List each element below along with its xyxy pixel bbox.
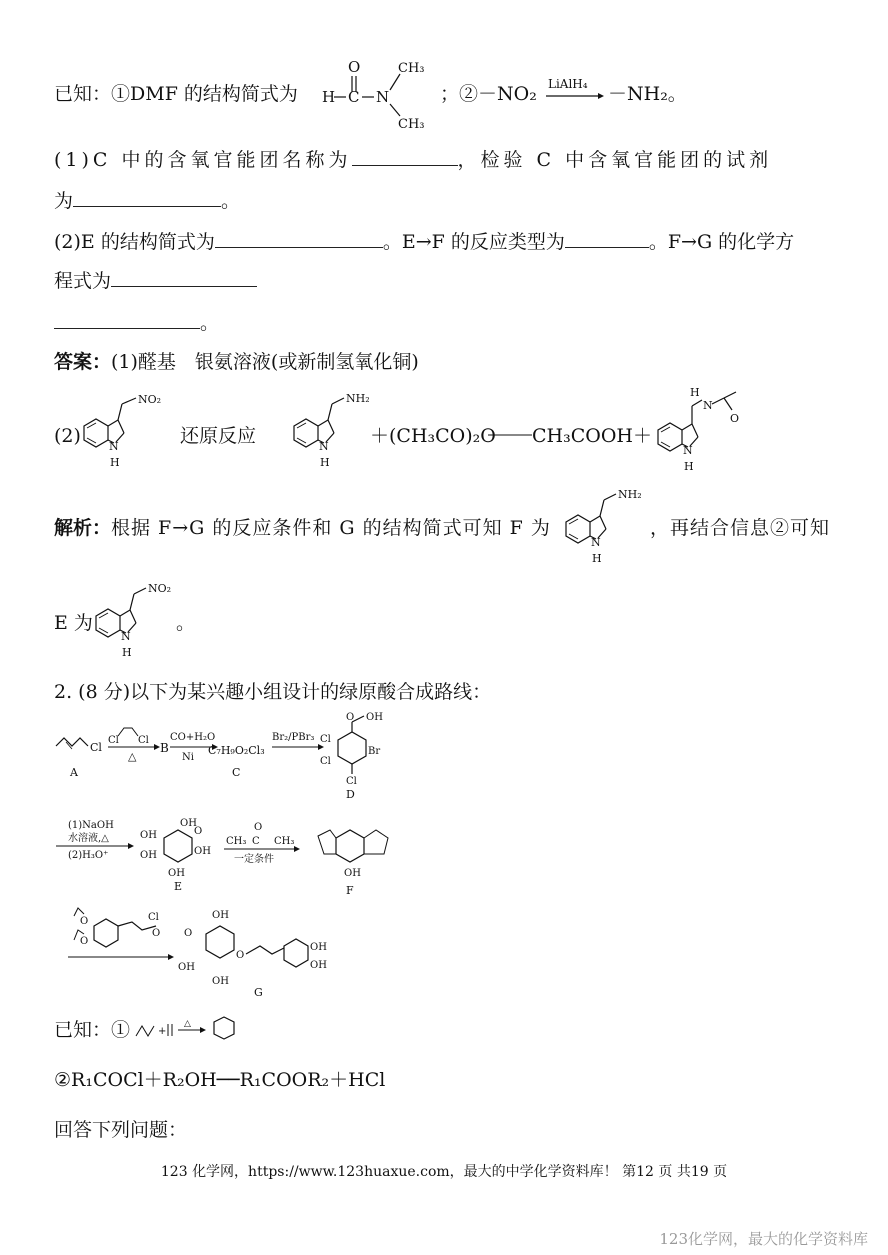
prompt-text: 回答下列问题： <box>54 1119 188 1141</box>
indole-nitro-structure <box>76 388 166 468</box>
cond-bottom: 一定条件 <box>234 854 274 865</box>
label-e: E <box>174 880 183 893</box>
analysis-e-no2: NO₂ <box>148 582 172 595</box>
amide-h: H <box>690 386 700 399</box>
arrow2-co-h2o: CO+H₂O <box>170 732 216 743</box>
indole-amide-structure <box>650 384 760 476</box>
d-br: Br <box>368 746 381 757</box>
known-1-nitro: ；②－NO₂ <box>440 83 537 105</box>
analysis-text2: ，再结合信息②可知 <box>650 517 831 539</box>
label-d: D <box>346 788 355 801</box>
r3-cl: Cl <box>148 912 159 923</box>
q1-text-a: (1)C 中的含氧官能团名称为 <box>54 149 352 171</box>
a-cl: Cl <box>90 741 102 754</box>
q1-text-d: 。 <box>221 190 241 212</box>
f-oh: OH <box>344 868 361 879</box>
q2-line1 <box>54 229 794 254</box>
analysis-text3: E 为 <box>54 612 93 634</box>
dmf-n: N <box>376 88 390 106</box>
q2-blank-3[interactable] <box>111 268 257 287</box>
d-cl-1: Cl <box>320 734 331 745</box>
c-formula: C₇H₉O₂Cl₃ <box>208 744 265 757</box>
g-o-right: O <box>236 950 245 961</box>
q2-blank-1[interactable] <box>215 229 383 248</box>
analysis-nh2: NH₂ <box>618 488 642 501</box>
lialh4-reagent: LiAlH₄ <box>548 77 588 91</box>
arrow1-cl-left: Cl <box>108 735 119 746</box>
analysis-text4: 。 <box>176 612 196 634</box>
indole-amine-structure <box>286 388 376 468</box>
page-footer: 123 化学网，https://www.123huaxue.com，最大的中学化学资料库！ 第12 页 共19 页 <box>160 1164 728 1180</box>
answer-nh2: NH₂ <box>346 392 370 405</box>
answer-part1: (1)醛基 银氨溶液(或新制氢氧化铜) <box>111 351 419 373</box>
dmf-h: H <box>322 88 336 106</box>
q1-line2 <box>54 188 240 213</box>
r3-o-2: O <box>80 936 89 947</box>
answer-n1: N <box>109 440 119 453</box>
acetone-c: C <box>252 836 260 847</box>
known-2-rule: ②R₁COCl＋R₂OH──R₁COOR₂＋HCl <box>54 1069 386 1091</box>
problem2-title: 2. (8 分)以下为某兴趣小组设计的绿原酸合成路线： <box>54 681 492 703</box>
q2-text-e: 。 <box>200 312 220 334</box>
answer-eq-products: CH₃COOH＋ <box>532 425 652 447</box>
synthesis-row-3 <box>54 900 354 1000</box>
label-b: B <box>160 741 169 755</box>
e-o-top: O <box>194 826 203 837</box>
arrow1-delta: △ <box>128 750 137 763</box>
d-o: O <box>346 712 355 723</box>
e-oh-left2: OH <box>140 850 157 861</box>
amide-n-ring: N <box>683 444 693 457</box>
known-2-prefix: 已知：① <box>54 1019 131 1041</box>
d-cl-3: Cl <box>346 776 357 787</box>
d-cl-2: Cl <box>320 756 331 767</box>
answer-eq-arrow <box>488 430 536 440</box>
amide-n: N <box>703 399 713 412</box>
q2-text-a: (2)E 的结构简式为 <box>54 231 215 253</box>
q2-text-c: 。F→G 的化学方 <box>648 231 795 253</box>
diels-alder-scheme <box>134 1014 254 1044</box>
da-plus: + <box>158 1026 167 1037</box>
q2-blank-2[interactable] <box>565 229 649 248</box>
arrow2-ni: Ni <box>182 752 194 763</box>
da-delta: △ <box>184 1019 191 1029</box>
analysis-e-n: N <box>121 630 131 643</box>
watermark: 123化学网，最大的化学资料库 <box>659 1230 868 1248</box>
dmf-ch3-top: CH₃ <box>398 61 425 76</box>
q1-text-c: 为 <box>54 190 74 212</box>
r3-o-1: O <box>80 916 89 927</box>
analysis-f-structure <box>558 484 648 564</box>
arrow1-cl-right: Cl <box>138 735 149 746</box>
known-1-result: －NH₂。 <box>608 83 687 105</box>
acetone-left: CH₃ <box>226 836 247 847</box>
g-o-left: O <box>184 928 193 939</box>
g-oh-top: OH <box>212 910 229 921</box>
g-oh-ar2: OH <box>310 960 327 971</box>
answer-h1: H <box>110 456 120 469</box>
lialh4-arrow <box>546 74 606 104</box>
acetone-o: O <box>254 822 263 833</box>
answer-n2: N <box>319 440 329 453</box>
e-oh-top: OH <box>180 818 197 829</box>
dmf-structure <box>318 52 438 132</box>
g-oh-ar1: OH <box>310 942 327 953</box>
q1-blank-1[interactable] <box>352 147 458 166</box>
q2-text-d: 程式为 <box>54 270 112 292</box>
label-f: F <box>346 884 354 897</box>
synthesis-row-2 <box>54 814 414 904</box>
e-oh-bottom: OH <box>168 868 185 879</box>
dmf-o: O <box>348 58 361 76</box>
answer-label: 答案： <box>54 351 112 373</box>
q1-blank-2[interactable] <box>73 188 221 207</box>
amide-h-ring: H <box>684 460 694 473</box>
cond-2: 水溶液,△ <box>68 833 109 844</box>
q1-text-b: ，检验 C 中含氧官能团的试剂 <box>457 149 773 171</box>
synthesis-row-1 <box>54 714 394 804</box>
analysis-line1 <box>54 516 551 540</box>
label-a: A <box>70 766 78 779</box>
analysis-text1: 根据 F→G 的反应条件和 G 的结构简式可知 F 为 <box>111 517 551 539</box>
dmf-ch3-bottom: CH₃ <box>398 117 425 132</box>
q2-blank-4[interactable] <box>54 310 200 329</box>
r3-o-3: O <box>152 928 161 939</box>
answer-no2: NO₂ <box>138 393 162 406</box>
g-oh-left: OH <box>178 962 195 973</box>
answer-line1 <box>54 350 419 374</box>
analysis-e-structure <box>88 578 178 658</box>
analysis-label: 解析： <box>54 517 112 539</box>
q2-line3 <box>54 310 219 335</box>
analysis-e-h: H <box>122 646 132 659</box>
cond-3: (2)H₃O⁺ <box>68 850 109 861</box>
answer-h2: H <box>320 456 330 469</box>
answer-part2-label: (2) <box>54 425 81 447</box>
label-c: C <box>232 766 241 779</box>
e-oh-right: OH <box>194 846 211 857</box>
known-1-prefix: 已知：①DMF 的结构简式为 <box>54 83 298 105</box>
arrow3-br2: Br₂/PBr₃ <box>272 732 315 743</box>
analysis-n: N <box>591 536 601 549</box>
g-oh-bottom: OH <box>212 976 229 987</box>
q2-line2 <box>54 268 257 293</box>
dmf-c: C <box>348 88 360 106</box>
q1-line1 <box>54 147 772 172</box>
d-oh: OH <box>366 712 383 723</box>
e-oh-left1: OH <box>140 830 157 841</box>
label-g: G <box>254 986 263 999</box>
answer-eq-mid: ＋(CH₃CO)₂O <box>370 425 496 447</box>
q2-text-b: 。E→F 的反应类型为 <box>382 231 565 253</box>
acetone-right: CH₃ <box>274 836 295 847</box>
analysis-h: H <box>592 552 602 565</box>
amide-o: O <box>730 412 740 425</box>
cond-1: (1)NaOH <box>68 820 114 831</box>
answer-reaction-type: 还原反应 <box>180 425 257 447</box>
